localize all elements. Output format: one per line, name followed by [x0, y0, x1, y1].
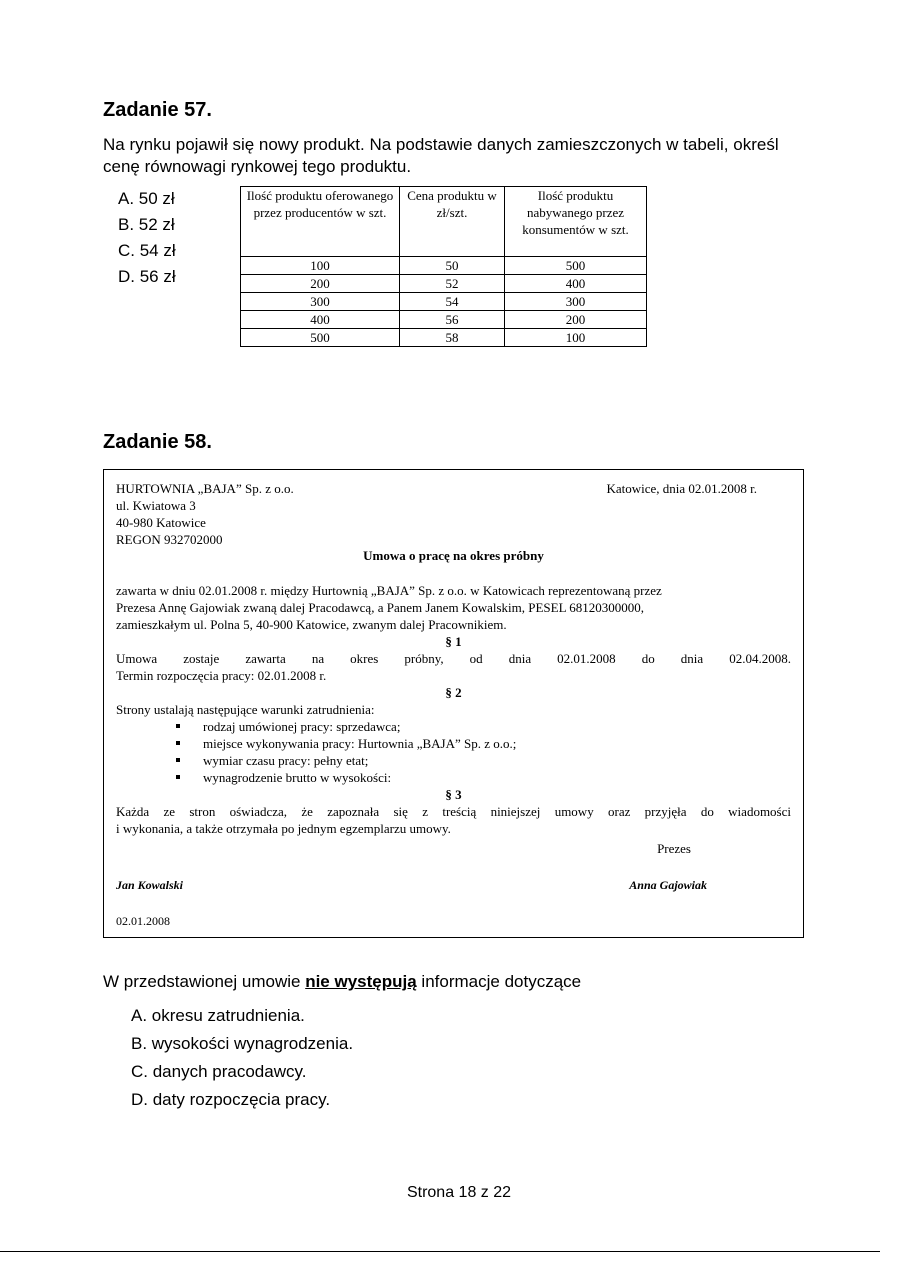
company-city: 40-980 Katowice [116, 515, 206, 530]
section-2-intro: Strony ustalają następujące warunki zatrudnienia: [116, 702, 375, 717]
task-58-options [131, 1005, 353, 1117]
table-row [241, 257, 647, 275]
table-cell: 300 [241, 293, 400, 311]
product-table [240, 186, 647, 347]
table-cell: 50 [400, 257, 505, 275]
section-1-word: na [311, 651, 325, 666]
section-3-line: Każda ze stron oświadcza, że zapoznała się z treścią niniejszej umowy oraz przyjęła do wiadomości [116, 804, 791, 819]
task-58-option-b: B. wysokości wynagrodzenia. [131, 1034, 354, 1053]
table-cell: 400 [241, 311, 400, 329]
table-cell: 500 [241, 329, 400, 347]
table-row [241, 311, 647, 329]
section-1-word: do [641, 651, 655, 666]
contract-intro-line: zawarta w dniu 02.01.2008 r. między Hurtownią „BAJA” Sp. z o.o. w Katowicach reprezentowaną przez [116, 583, 662, 598]
table-header-row [241, 187, 647, 257]
company-name: HURTOWNIA „BAJA” Sp. z o.o. [116, 481, 294, 496]
list-item: rodzaj umówionej pracy: sprzedawca; [176, 718, 791, 735]
table-header-price: Cena produktu w zł/szt. [400, 187, 505, 257]
table-cell: 100 [241, 257, 400, 275]
table-cell: 54 [400, 293, 505, 311]
conditions-list [176, 718, 791, 786]
section-1-word: 02.04.2008. [729, 651, 791, 666]
question-text-post: informacje dotyczące [421, 972, 582, 991]
contract-body [116, 582, 791, 837]
task-57-option-c: C. 54 zł [118, 241, 176, 260]
page-number: Strona 18 z 22 [406, 1184, 512, 1201]
list-item: wynagrodzenie brutto w wysokości: [176, 769, 791, 786]
table-cell: 100 [505, 329, 647, 347]
employer-header [116, 480, 294, 548]
question-emphasis: nie występują [305, 972, 417, 991]
task-57-text: Na rynku pojawił się nowy produkt. Na podstawie danych zamieszczonych w tabeli, określ cenę równowagi rynkowej tego produktu. [103, 135, 779, 176]
section-1-word: dnia [508, 651, 532, 666]
list-item: miejsce wykonywania pracy: Hurtownia „BAJA” Sp. z o.o.; [176, 735, 791, 752]
contract-intro-line: Prezesa Annę Gajowiak zwaną dalej Pracodawcą, a Panem Janem Kowalskim, PESEL 68120300000, [116, 600, 645, 615]
table-row [241, 293, 647, 311]
section-1-word: od [469, 651, 483, 666]
section-3-heading: § 3 [445, 787, 462, 802]
question-text-pre: W przedstawionej umowie [103, 972, 301, 991]
section-1-word: dnia [680, 651, 704, 666]
list-item: wymiar czasu pracy: pełny etat; [176, 752, 791, 769]
employee-signature: Jan Kowalski [116, 878, 184, 892]
task-58-title: Zadanie 58. [103, 431, 212, 453]
contract-intro-line: zamieszkałym ul. Polna 5, 40-900 Katowice, zwanym dalej Pracownikiem. [116, 617, 507, 632]
table-header-bought: Ilość produktu nabywanego przez konsumentów w szt. [505, 187, 647, 257]
task-58-option-a: A. okresu zatrudnienia. [131, 1006, 305, 1025]
section-2-heading: § 2 [445, 685, 462, 700]
section-1-word: zostaje [183, 651, 220, 666]
section-3-line: i wykonania, a także otrzymała po jednym egzemplarzu umowy. [116, 821, 451, 836]
contract-title: Umowa o pracę na okres próbny [363, 548, 544, 563]
place-and-date: Katowice, dnia 02.01.2008 r. [606, 481, 757, 496]
signature-date: 02.01.2008 [116, 914, 170, 928]
table-cell: 56 [400, 311, 505, 329]
company-regon: REGON 932702000 [116, 532, 223, 547]
section-1-heading: § 1 [445, 634, 462, 649]
table-header-offered: Ilość produktu oferowanego przez producentów w szt. [241, 187, 400, 257]
company-street: ul. Kwiatowa 3 [116, 498, 196, 513]
task-57-option-d: D. 56 zł [118, 267, 176, 286]
table-cell: 58 [400, 329, 505, 347]
task-57-title: Zadanie 57. [103, 99, 212, 121]
table-row [241, 329, 647, 347]
employer-signature: Anna Gajowiak [629, 878, 707, 892]
table-cell: 400 [505, 275, 647, 293]
section-1-word: próbny, [404, 651, 444, 666]
task-57-option-a: A. 50 zł [118, 189, 175, 208]
section-1-word: okres [350, 651, 379, 666]
bottom-divider [0, 1251, 880, 1252]
section-1-word: zawarta [245, 651, 286, 666]
table-cell: 500 [505, 257, 647, 275]
employer-role: Prezes [657, 841, 691, 856]
contract-box [103, 469, 804, 938]
section-1-word: Umowa [116, 651, 158, 666]
table-cell: 52 [400, 275, 505, 293]
task-57-options [118, 186, 176, 290]
task-58-option-c: C. danych pracodawcy. [131, 1062, 307, 1081]
section-1-word: 02.01.2008 [557, 651, 616, 666]
table-cell: 200 [505, 311, 647, 329]
table-cell: 200 [241, 275, 400, 293]
task-58-question [103, 972, 581, 992]
task-57-option-b: B. 52 zł [118, 215, 175, 234]
section-1-start-date: Termin rozpoczęcia pracy: 02.01.2008 r. [116, 668, 327, 683]
table-cell: 300 [505, 293, 647, 311]
task-58-option-d: D. daty rozpoczęcia pracy. [131, 1090, 331, 1109]
table-row [241, 275, 647, 293]
section-1-line [116, 650, 791, 667]
